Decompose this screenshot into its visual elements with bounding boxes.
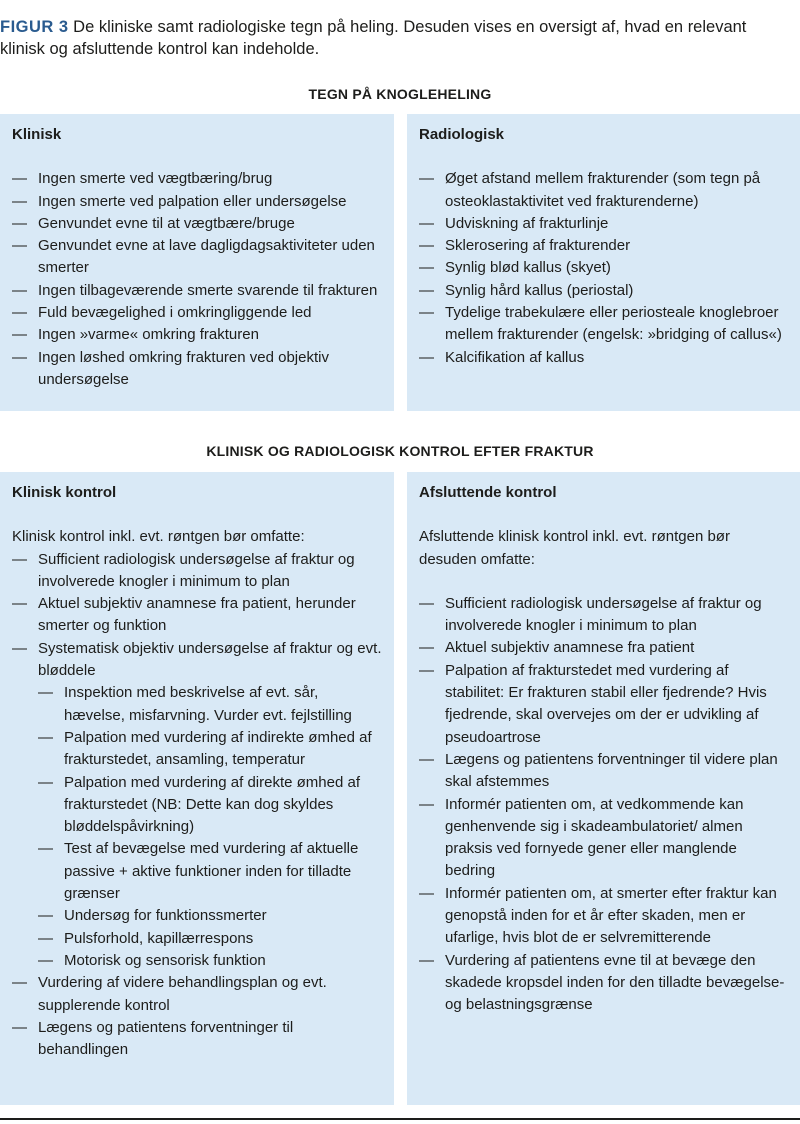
list-item: — Informér patienten om, at smerter efter fraktur kan genopstå inden for et år efter skaden, men er ufarlige, hvis blot de er selvremitterende <box>419 883 788 950</box>
list-item: — Sklerosering af frakturender <box>419 235 788 257</box>
list-klinisk-kontrol-after <box>12 972 382 1061</box>
box-afsluttende-kontrol <box>407 472 800 1105</box>
intro-klinisk-kontrol: Klinisk kontrol inkl. evt. røntgen bør omfatte: <box>12 528 305 546</box>
list-item: — Tydelige trabekulære eller periosteale knoglebroer mellem frakturender (engelsk: »bridging of callus«) <box>419 302 788 347</box>
sub-list-item: — Palpation med vurdering af indirekte ømhed af frakturstedet, ansamling, temperatur <box>38 727 382 772</box>
figure-label: FIGUR 3 <box>0 18 69 36</box>
sub-list-item: — Test af bevægelse med vurdering af aktuelle passive + aktive funktioner inden for tilladte grænser <box>38 838 382 905</box>
sub-list-item: — Undersøg for funktionssmerter <box>38 905 382 927</box>
list-afsluttende-kontrol <box>419 593 788 1017</box>
section-title-kontrol: KLINISK OG RADIOLOGISK KONTROL EFTER FRAKTUR <box>206 443 594 459</box>
box-radiologisk <box>407 114 800 411</box>
list-item: — Ingen »varme« omkring frakturen <box>12 324 382 346</box>
list-klinisk-kontrol <box>12 549 382 683</box>
box-title-radiologisk: Radiologisk <box>419 126 505 143</box>
list-item: — Ingen løshed omkring frakturen ved objektiv undersøgelse <box>12 347 382 392</box>
list-item: — Ingen smerte ved vægtbæring/brug <box>12 168 382 190</box>
list-item: — Ingen smerte ved palpation eller undersøgelse <box>12 191 382 213</box>
box-klinisk-kontrol <box>0 472 394 1105</box>
list-item: — Ingen tilbageværende smerte svarende til frakturen <box>12 280 382 302</box>
list-item: — Informér patienten om, at vedkommende kan genhenvende sig i skadeambulatoriet/ almen praksis ved fornyede gener eller manglende bedring <box>419 794 788 883</box>
list-item: — Vurdering af videre behandlingsplan og evt. supplerende kontrol <box>12 972 382 1017</box>
list-item: — Genvundet evne at lave dagligdagsaktiviteter uden smerter <box>12 235 382 280</box>
sublist-klinisk-kontrol <box>12 682 382 972</box>
list-item: — Udviskning af frakturlinje <box>419 213 788 235</box>
list-item: — Systematisk objektiv undersøgelse af fraktur og evt. bløddele <box>12 638 382 683</box>
sub-list-item: — Inspektion med beskrivelse af evt. sår, hævelse, misfarvning. Vurder evt. fejlstilling <box>38 682 382 727</box>
list-item: — Sufficient radiologisk undersøgelse af fraktur og involverede knogler i minimum to plan <box>12 549 382 594</box>
box-klinisk <box>0 114 394 411</box>
list-item: — Sufficient radiologisk undersøgelse af fraktur og involverede knogler i minimum to plan <box>419 593 788 638</box>
list-item: — Genvundet evne til at vægtbære/bruge <box>12 213 382 235</box>
list-item: — Palpation af frakturstedet med vurdering af stabilitet: Er frakturen stabil eller fjedrende? Hvis fjedrende, skal overvejes om der er udvikling af pseudoartrose <box>419 660 788 749</box>
list-item: — Aktuel subjektiv anamnese fra patient, herunder smerter og funktion <box>12 593 382 638</box>
list-item: — Øget afstand mellem frakturender (som tegn på osteoklastaktivitet ved frakturenderne) <box>419 168 788 213</box>
box-title-klinisk-kontrol: Klinisk kontrol <box>12 484 117 501</box>
list-item: — Kalcifikation af kallus <box>419 347 788 369</box>
sub-list-item: — Pulsforhold, kapillærrespons <box>38 928 382 950</box>
list-item: — Synlig hård kallus (periostal) <box>419 280 788 302</box>
box-title-afsluttende-kontrol: Afsluttende kontrol <box>419 484 557 501</box>
list-item: — Lægens og patientens forventninger til videre plan skal afstemmes <box>419 749 788 794</box>
list-radiologisk <box>419 168 788 369</box>
sub-list-item: — Palpation med vurdering af direkte ømhed af frakturstedet (NB: Dette kan dog skyldes bløddelspåvirkning) <box>38 772 382 839</box>
sub-list-item: — Motorisk og sensorisk funktion <box>38 950 382 972</box>
list-item: — Fuld bevægelighed i omkringliggende led <box>12 302 382 324</box>
intro-afsluttende-kontrol: Afsluttende klinisk kontrol inkl. evt. røntgen bør desuden omfatte: <box>419 528 730 568</box>
box-title-klinisk: Klinisk <box>12 126 62 143</box>
figure-caption-text: De kliniske samt radiologiske tegn på heling. Desuden vises en oversigt af, hvad en relevant klinisk og afsluttende kontrol kan indeholde. <box>0 18 747 58</box>
list-item: — Lægens og patientens forventninger til behandlingen <box>12 1017 382 1062</box>
list-item: — Aktuel subjektiv anamnese fra patient <box>419 637 788 659</box>
section-title-knogleheling: TEGN PÅ KNOGLEHELING <box>308 86 492 102</box>
figure-caption <box>0 16 790 60</box>
bottom-rule <box>0 1118 800 1120</box>
list-item: — Vurdering af patientens evne til at bevæge den skadede kropsdel inden for den tilladte bevægelse- og belastningsgrænse <box>419 950 788 1017</box>
list-item: — Synlig blød kallus (skyet) <box>419 257 788 279</box>
list-klinisk <box>12 168 382 391</box>
